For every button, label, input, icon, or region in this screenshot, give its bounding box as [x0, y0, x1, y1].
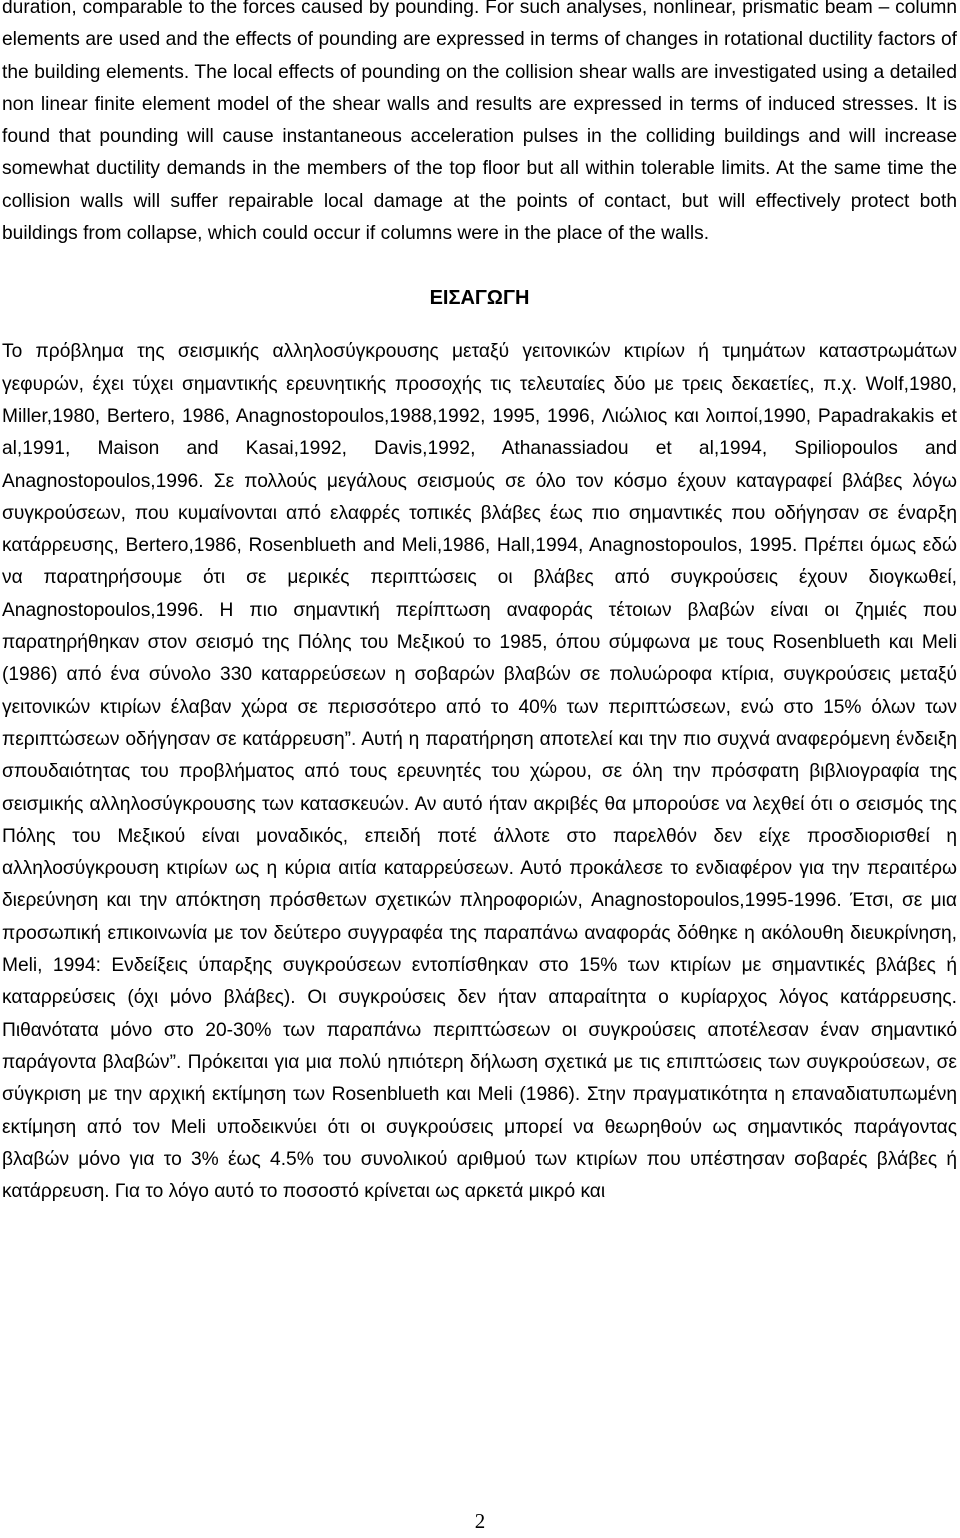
section-heading: ΕΙΣΑΓΩΓΗ	[429, 287, 530, 310]
document-page	[2, 0, 957, 1208]
page-number: 2	[474, 1509, 486, 1533]
abstract-paragraph: duration, comparable to the forces caused by pounding. For such analyses, nonlinear, prismatic beam – column elements are used and the effects of pounding are expressed in terms of changes in rotational ductility factors of the building elements. The local effects of pounding on the collision shear walls are investigated using a detailed non linear finite element model of the shear walls and results are expressed in terms of induced stresses. It is found that pounding will cause instantaneous acceleration pulses in the colliding buildings and will increase somewhat ductility demands in the members of the top floor but all within tolerable limits. At the same time the collision walls will suffer repairable local damage at the points of contact, but will effectively protect both buildings from collapse, which could occur if columns were in the place of the walls.	[2, 0, 957, 245]
introduction-paragraph: Το πρόβλημα της σεισμικής αλληλοσύγκρουσης μεταξύ γειτονικών κτιρίων ή τμημάτων καταστρωμάτων γεφυρών, έχει τύχει σημαντικής ερευνητικής προσοχής τις τελευταίες δύο με τρεις δεκαετίες, π.χ. Wolf,1980, Miller,1980, Bertero, 1986, Anagnostopoulos,1988,1992, 1995, 1996, Λιώλιος και λοιποί,1990, Papadrakakis et al,1991, Maison and Kasai,1992, Davis,1992, Athanassiadou et al,1994, Spiliopoulos and Anagnostopoulos,1996. Σε πολλούς μεγάλους σεισμούς σε όλο τον κόσμο έχουν καταγραφεί βλάβες λόγω συγκρούσεων, που κυμαίνονται από ελαφρές τοπικές βλάβες έως πιο σημαντικές που οδήγησαν σε έναρξη κατάρρευσης, Bertero,1986, Rosenblueth and Meli,1986, Hall,1994, Anagnostopoulos, 1995. Πρέπει όμως εδώ να παρατηρήσουμε ότι σε μερικές περιπτώσεις οι βλάβες από συγκρούσεις έχουν διογκωθεί, Anagnostopoulos,1996. Η πιο σημαντική περίπτωση αναφοράς τέτοιων βλαβών είναι οι ζημιές που παρατηρήθηκαν στον σεισμό της Πόλης του Μεξικού το 1985, όπου σύμφωνα με τους Rosenblueth και Meli (1986) από ένα σύνολο 330 καταρρεύσεων η σοβαρών βλαβών σε πολυώροφα κτίρια, συγκρούσεις μεταξύ γειτονικών κτιρίων έλαβαν χώρα σε περισσότερο από το 40% των περιπτώσεων, ενώ στο 15% όλων των περιπτώσεων οδήγησαν σε κατάρρευση”. Αυτή η παρατήρηση αποτελεί και την πιο συχνά αναφερόμενη ένδειξη σπουδαιότητας του προβλήματος από τους ερευνητές του χώρου, σε όλη την πρόσφατη βιβλιογραφία της σεισμικής αλληλοσύγκρουσης των κατασκευών. Αν αυτό ήταν ακριβές θα μπορούσε να λεχθεί ότι ο σεισμός της Πόλης του Μεξικού είναι μοναδικός, επειδή ποτέ άλλοτε στο παρελθόν δεν είχε προσδιορισθεί η αλληλοσύγκρουση κτιρίων ως η κύρια αιτία καταρρεύσεων. Αυτό προκάλεσε το ενδιαφέρον για την περαιτέρω διερεύνηση και την απόκτηση πρόσθετων σχετικών πληροφοριών, Anagnostopoulos,1995-1996. Έτσι, σε μια προσωπική επικοινωνία με τον δεύτερο συγγραφέα της παραπάνω αναφοράς δόθηκε η ακόλουθη διευκρίνηση, Meli, 1994: Ενδείξεις ύπαρξης συγκρούσεων εντοπίσθηκαν στο 15% των κτιρίων με σημαντικές βλάβες ή καταρρεύσεις (όχι μόνο βλάβες). Οι συγκρούσεις δεν ήταν απαραίτητα ο κυρίαρχος λόγος κατάρρευσης. Πιθανότατα μόνο στο 20-30% των παραπάνω περιπτώσεων οι συγκρούσεις αποτέλεσαν έναν σημαντικό παράγοντα βλαβών”. Πρόκειται για μια πολύ ηπιότερη δήλωση σχετικά με τις επιπτώσεις των συγκρούσεων, σε σύγκριση με την αρχική εκτίμηση των Rosenblueth και Meli (1986). Στην πραγματικότητα η επαναδιατυπωμένη εκτίμηση από τον Meli υποδεικνύει ότι οι συγκρούσεις μπορεί να θεωρηθούν ως σημαντικός παράγοντας βλαβών μόνο για το 3% έως 4.5% του συνολικού αριθμού των κτιρίων που υπέστησαν σοβαρές βλάβες ή κατάρρευση. Για το λόγο αυτό το ποσοστό κρίνεται ως αρκετά μικρό και	[2, 341, 957, 1203]
